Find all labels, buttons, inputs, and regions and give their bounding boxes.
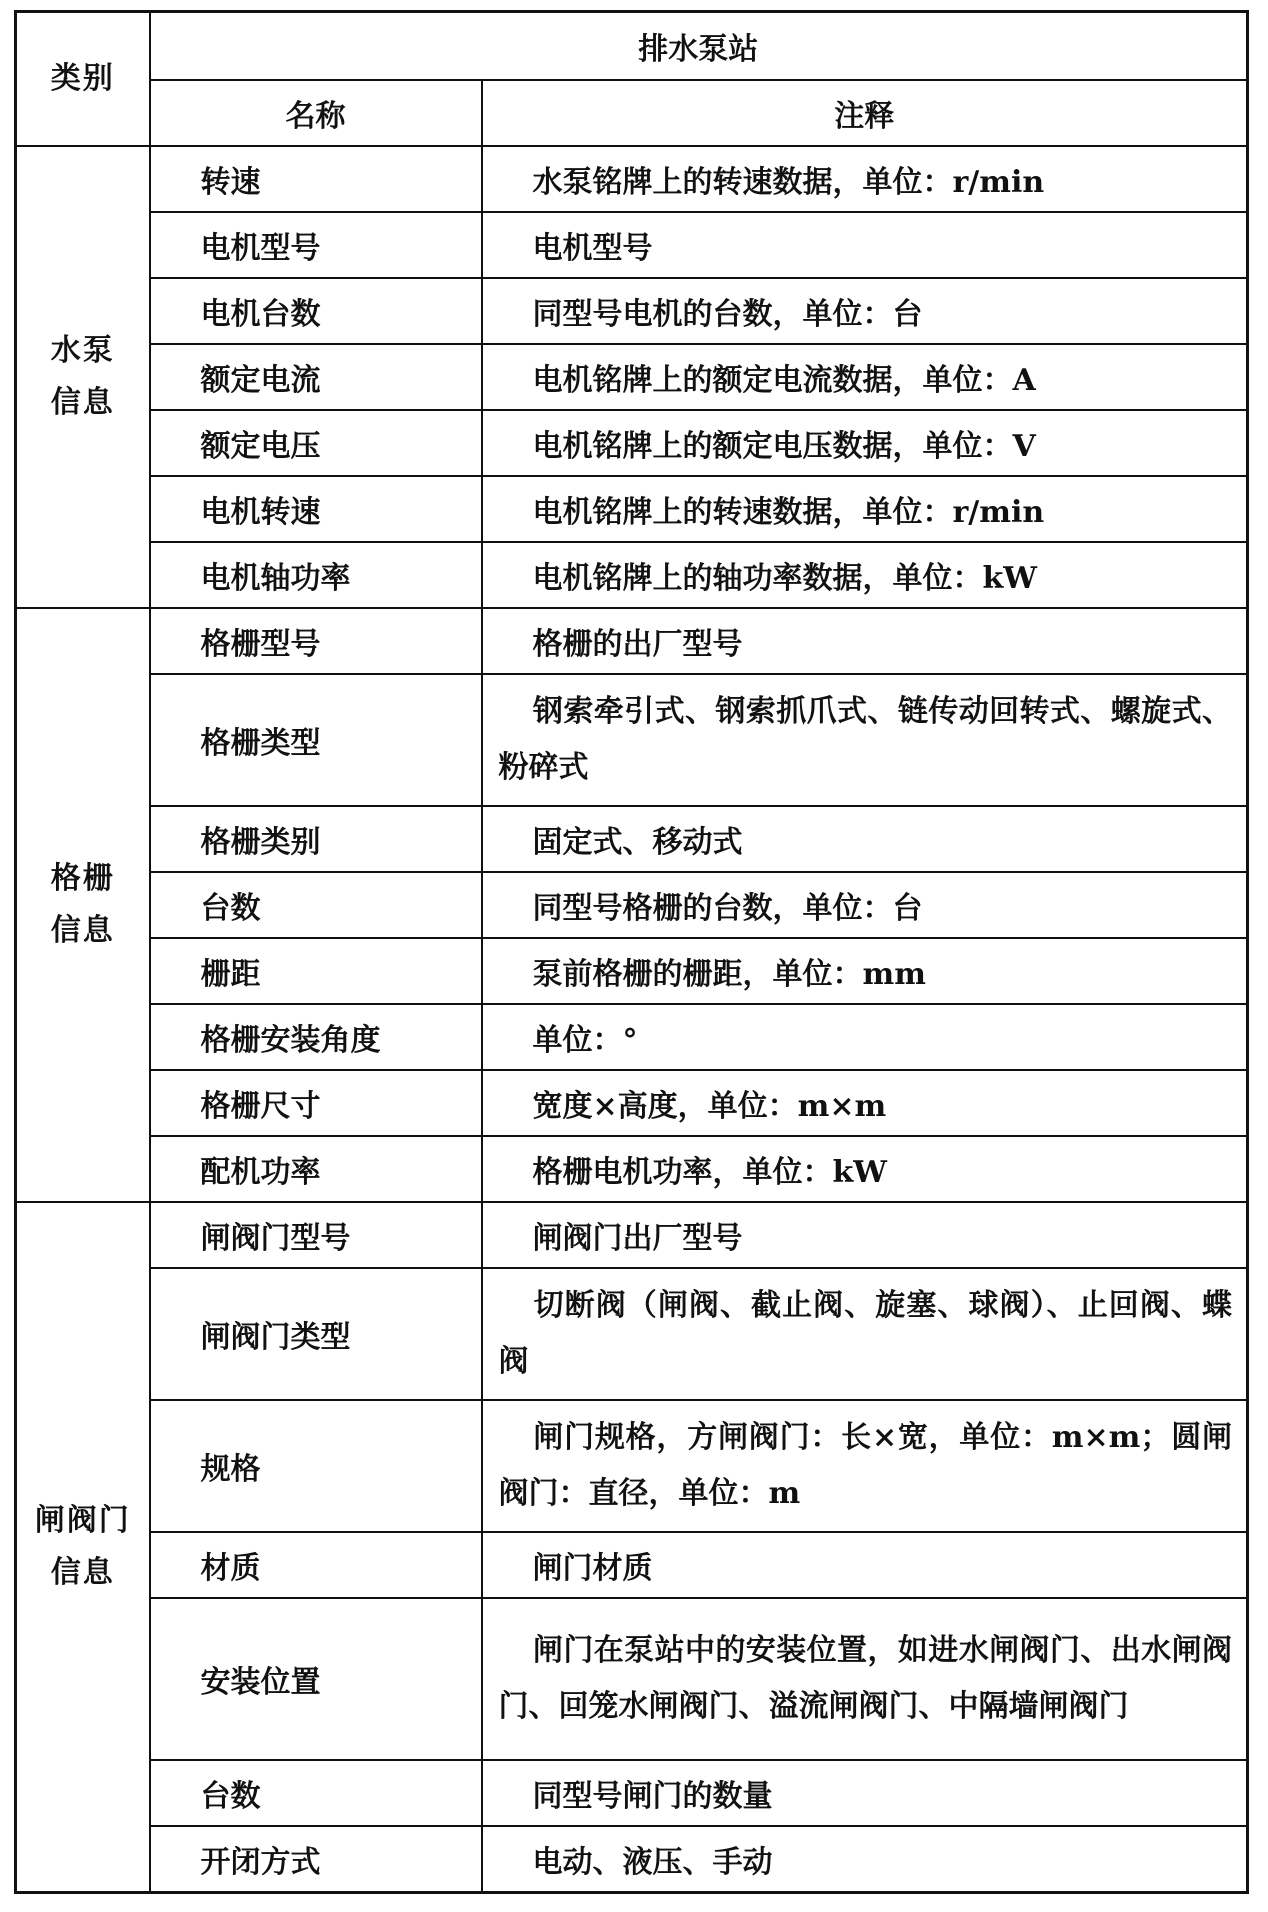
note-cell: 同型号格栅的台数，单位：台	[482, 872, 1248, 938]
note-cell: 同型号闸门的数量	[482, 1760, 1248, 1826]
note-cell: 闸阀门出厂型号	[482, 1202, 1248, 1268]
table-row	[16, 1268, 1248, 1400]
note-cell: 闸门在泵站中的安装位置，如进水闸阀门、出水闸阀门、回笼水闸阀门、溢流闸阀门、中隔墙闸阀门	[482, 1598, 1248, 1760]
note-cell: 格栅电机功率，单位：kW	[482, 1136, 1248, 1202]
name-cell: 栅距	[150, 938, 482, 1004]
name-cell: 安装位置	[150, 1598, 482, 1760]
table-row	[16, 410, 1248, 476]
note-cell: 电机型号	[482, 212, 1248, 278]
table-row	[16, 1760, 1248, 1826]
name-cell: 规格	[150, 1400, 482, 1532]
table-row	[16, 542, 1248, 608]
table-row	[16, 1070, 1248, 1136]
note-cell: 切断阀（闸阀、截止阀、旋塞、球阀）、止回阀、蝶阀	[482, 1268, 1248, 1400]
category-line: 水泵	[50, 333, 115, 368]
name-cell: 电机台数	[150, 278, 482, 344]
table-row	[16, 344, 1248, 410]
table-row	[16, 1400, 1248, 1532]
note-cell: 电动、液压、手动	[482, 1826, 1248, 1893]
table-row	[16, 674, 1248, 806]
note-cell: 闸门材质	[482, 1532, 1248, 1598]
name-cell: 闸阀门型号	[150, 1202, 482, 1268]
category-line: 信息	[50, 385, 115, 420]
note-cell: 泵前格栅的栅距，单位：mm	[482, 938, 1248, 1004]
header-row-1	[16, 12, 1248, 81]
table-row	[16, 608, 1248, 674]
pump-station-table	[14, 10, 1249, 1894]
header-group: 排水泵站	[150, 12, 1248, 81]
name-cell: 电机型号	[150, 212, 482, 278]
name-cell: 转速	[150, 146, 482, 212]
header-note: 注释	[482, 80, 1248, 146]
category-cell	[16, 608, 150, 1202]
name-cell: 开闭方式	[150, 1826, 482, 1893]
table-row	[16, 872, 1248, 938]
note-cell: 电机铭牌上的额定电压数据，单位：V	[482, 410, 1248, 476]
table-row	[16, 1532, 1248, 1598]
note-cell: 钢索牵引式、钢索抓爪式、链传动回转式、螺旋式、粉碎式	[482, 674, 1248, 806]
table-row	[16, 806, 1248, 872]
name-cell: 格栅型号	[150, 608, 482, 674]
table-row	[16, 1136, 1248, 1202]
name-cell: 格栅安装角度	[150, 1004, 482, 1070]
header-row-2	[16, 80, 1248, 146]
table-row	[16, 938, 1248, 1004]
name-cell: 额定电压	[150, 410, 482, 476]
category-cell	[16, 1202, 150, 1893]
category-line: 信息	[50, 913, 115, 948]
name-cell: 格栅类别	[150, 806, 482, 872]
note-cell: 闸门规格，方闸阀门：长×宽，单位：m×m；圆闸阀门：直径，单位：m	[482, 1400, 1248, 1532]
header-name: 名称	[150, 80, 482, 146]
note-cell: 固定式、移动式	[482, 806, 1248, 872]
category-line: 闸阀门	[34, 1503, 131, 1538]
table-row	[16, 1004, 1248, 1070]
table-row	[16, 1202, 1248, 1268]
table-row	[16, 278, 1248, 344]
note-cell: 同型号电机的台数，单位：台	[482, 278, 1248, 344]
document-page	[14, 10, 1246, 1894]
table-row	[16, 476, 1248, 542]
note-cell: 格栅的出厂型号	[482, 608, 1248, 674]
note-cell: 电机铭牌上的转速数据，单位：r/min	[482, 476, 1248, 542]
name-cell: 格栅类型	[150, 674, 482, 806]
note-cell: 电机铭牌上的轴功率数据，单位：kW	[482, 542, 1248, 608]
table-row	[16, 1598, 1248, 1760]
note-cell: 水泵铭牌上的转速数据，单位：r/min	[482, 146, 1248, 212]
name-cell: 台数	[150, 872, 482, 938]
name-cell: 材质	[150, 1532, 482, 1598]
name-cell: 电机轴功率	[150, 542, 482, 608]
name-cell: 台数	[150, 1760, 482, 1826]
name-cell: 额定电流	[150, 344, 482, 410]
table-row	[16, 146, 1248, 212]
name-cell: 电机转速	[150, 476, 482, 542]
name-cell: 格栅尺寸	[150, 1070, 482, 1136]
note-cell: 宽度×高度，单位：m×m	[482, 1070, 1248, 1136]
category-line: 格栅	[50, 861, 115, 896]
note-cell: 电机铭牌上的额定电流数据，单位：A	[482, 344, 1248, 410]
table-row	[16, 1826, 1248, 1893]
category-line: 信息	[50, 1555, 115, 1590]
header-category: 类别	[16, 12, 150, 147]
name-cell: 闸阀门类型	[150, 1268, 482, 1400]
category-cell	[16, 146, 150, 608]
table-row	[16, 212, 1248, 278]
note-cell: 单位：°	[482, 1004, 1248, 1070]
name-cell: 配机功率	[150, 1136, 482, 1202]
